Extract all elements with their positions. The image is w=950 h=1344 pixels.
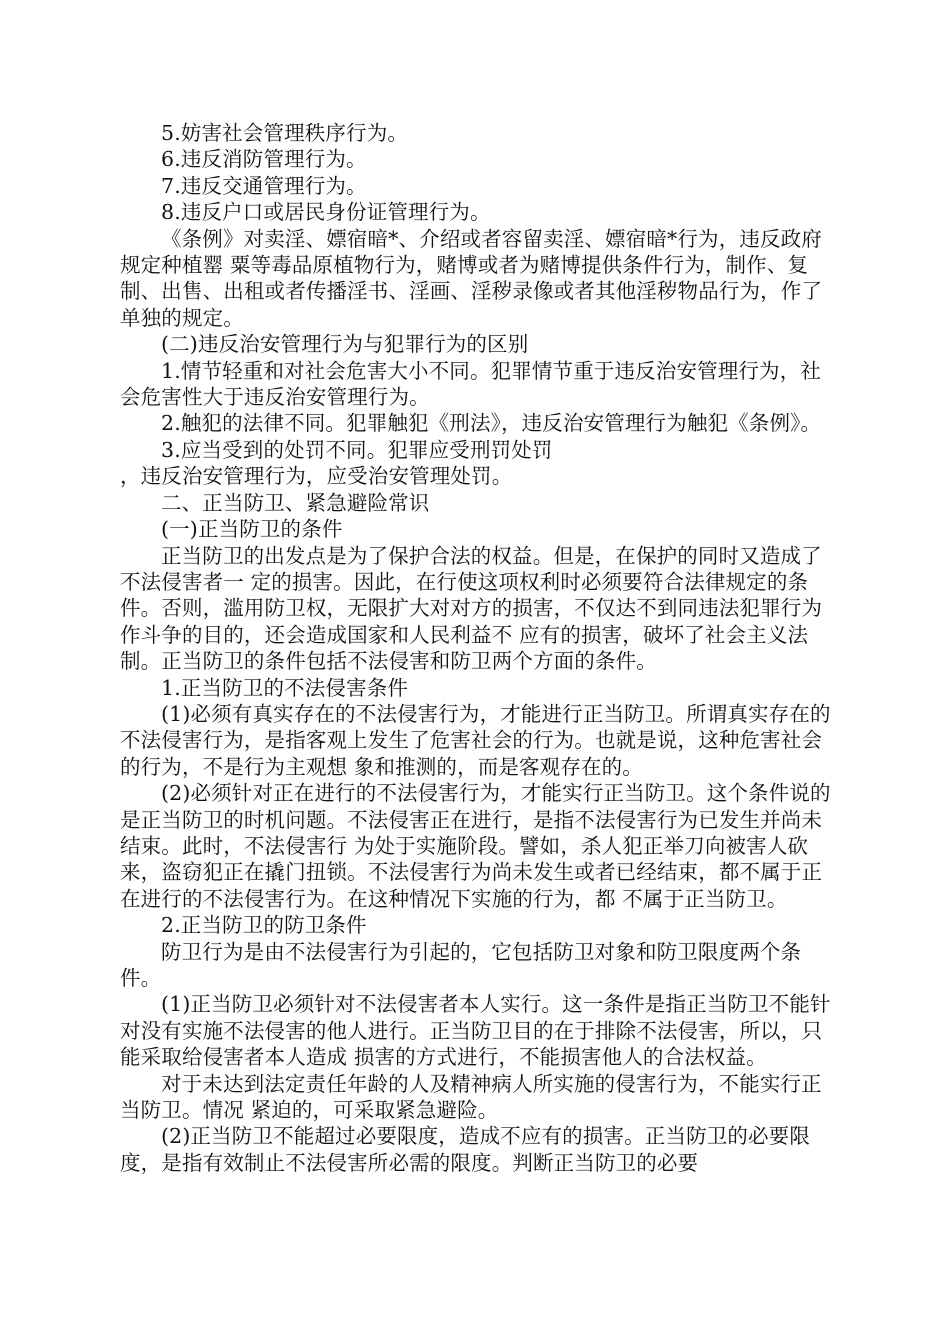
section-heading: (二)违反治安管理行为与犯罪行为的区别	[161, 332, 529, 357]
paragraph: (2)正当防卫不能超过必要限度，造成不应有的损害。正当防卫的必要限度，是指有效制止不法侵害所必需的限度。判断正当防卫的必要	[120, 1124, 810, 1175]
paragraph: (1)正当防卫必须针对不法侵害者本人实行。这一条件是指正当防卫不能针对没有实施不法侵害的他人进行。正当防卫目的在于排除不法侵害，所以，只能采取给侵害者本人造成 损害的方式进行，不能损害他人的合法权益。	[120, 992, 831, 1070]
paragraph: 5.妨害社会管理秩序行为。	[161, 121, 409, 145]
section-heading: 二、正当防卫、紧急避险常识	[161, 490, 430, 515]
section-heading: 1.正当防卫的不法侵害条件	[161, 675, 409, 700]
paragraph: 6.违反消防管理行为。	[161, 147, 367, 172]
paragraph: (1)必须有真实存在的不法侵害行为，才能进行正当防卫。所谓真实存在的不法侵害行为，是指客观上发生了危害社会的行为。也就是说，这种危害社会的行为，不是行为主观想 象和推测的，而是客观存在的。	[120, 701, 831, 779]
paragraph: 3.应当受到的处罚不同。犯罪应受刑罚处罚	[161, 437, 553, 462]
paragraph: 防卫行为是由不法侵害行为引起的，它包括防卫对象和防卫限度两个条件。	[120, 939, 802, 990]
document-body	[120, 120, 840, 1176]
paragraph: 1.情节轻重和对社会危害大小不同。犯罪情节重于违反治安管理行为，社会危害性大于违反治安管理行为。	[120, 358, 822, 410]
section-heading: (一)正当防卫的条件	[161, 517, 343, 542]
section-heading: 2.正当防卫的防卫条件	[161, 913, 367, 938]
paragraph: (2)必须针对正在进行的不法侵害行为，才能实行正当防卫。这个条件说的是正当防卫的时机问题。不法侵害正在进行，是指不法侵害行为已发生并尚未结束。此时，不法侵害行 为处于实施阶段。譬如，杀人犯正举刀向被害人砍来，盗窃犯正在撬门扭锁。不法侵害行为尚未发生或者已经结束，都不属于正在进行的不法侵害行为。在这种情况下实施的行为，都 不属于正当防卫。	[120, 781, 831, 911]
paragraph: 2.触犯的法律不同。犯罪触犯《刑法》，违反治安管理行为触犯《条例》。	[161, 411, 822, 436]
paragraph: 正当防卫的出发点是为了保护合法的权益。但是，在保护的同时又造成了不法侵害者一 定的损害。因此，在行使这项权利时必须要符合法律规定的条件。否则，滥用防卫权，无限扩大对对方的损害，不仅达不到同违法犯罪行为作斗争的目的，还会造成国家和人民利益不 应有的损害，破坏了社会主义法制。正当防卫的条件包括不法侵害和防卫两个方面的条件。	[120, 543, 823, 674]
paragraph: 7.违反交通管理行为。	[161, 173, 367, 198]
paragraph: 8.违反户口或居民身份证管理行为。	[161, 200, 491, 225]
paragraph: ，违反治安管理行为，应受治安管理处罚。	[120, 464, 513, 489]
paragraph: 《条例》对卖淫、嫖宿暗*、介绍或者容留卖淫、嫖宿暗*行为，违反政府规定种植罂 粟等毒品原植物行为，赌博或者为赌博提供条件行为，制作、复制、出售、出租或者传播淫书、淫画、淫秽录像或者其他淫秽物品行为，作了单独的规定。	[120, 226, 823, 330]
paragraph: 对于未达到法定责任年龄的人及精神病人所实施的侵害行为，不能实行正当防卫。情况 紧迫的，可采取紧急避险。	[120, 1071, 822, 1123]
